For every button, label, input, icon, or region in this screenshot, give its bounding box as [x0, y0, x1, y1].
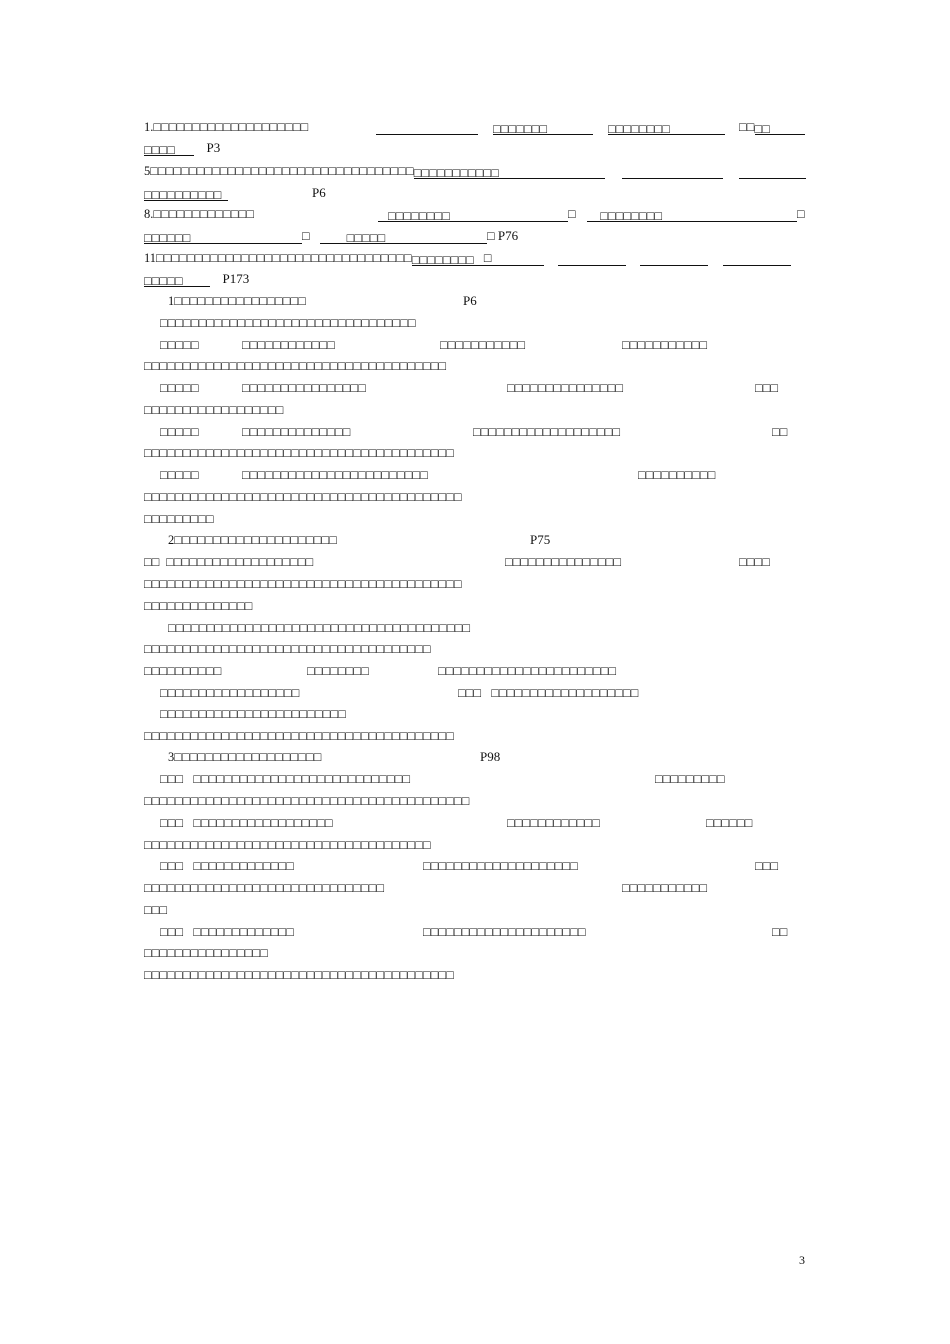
blank-11c: [640, 250, 708, 266]
text-line: □□□□□□□□□□□□□□□□□□□□□□□: [438, 664, 617, 678]
blank-1b: □□□□□□□: [493, 119, 593, 135]
text-line: □□□□□□□□□□□□□□□□□□□□□□□□□□□□□□□□□□□□□□□□□: [144, 490, 462, 504]
fill-item-8-cont: □□□□□□ □: [144, 229, 310, 245]
text-line: □□□□□□□□□□□□: [507, 816, 601, 830]
text-line: □□□□□□□□□□□□□□□□□□□□□□□□□□□□□□□□□□□□□□□□: [144, 729, 455, 743]
text-line: □□□□□□□□□□□□□□□□□□: [144, 403, 284, 417]
blank-8a: □□□□□□□□ □: [378, 207, 576, 223]
text-line: □□□□□□□□□: [655, 772, 725, 786]
text-line: □□□□□□□□□□□□□□□□□□□□□□□□□□□□□□□□□□□□□□□: [168, 621, 471, 635]
fill-item-5: 5□□□□□□□□□□□□□□□□□□□□□□□□□□□□□□□□□□□□□□□□□□□□□: [144, 163, 514, 179]
page-ref: P76: [497, 228, 519, 243]
section-1-heading: 1□□□□□□□□□□□□□□□□□: [168, 294, 307, 308]
text-line: □□□□□□□□□□□□□□□□□□□□□□□□□□□□□□□□□□□□□□□□□: [144, 577, 462, 591]
text-line: □□□□□□□□□□□□□□□□□□□□□□□□□□□□□□□□□□□□□□□□: [144, 968, 455, 982]
fill-item-8: 8.□□□□□□□□□□□□□: [144, 207, 255, 221]
text-line: □□□□□□□□□□□□□□: [242, 425, 351, 439]
fill-item-11-cont: □□□□□ P173: [144, 271, 250, 288]
text-line: □□□ □□□□□□□□□□□□□: [160, 859, 294, 873]
text-line: □□□□□□□□□□□: [440, 338, 526, 352]
text-line: □□□□□: [160, 338, 199, 352]
text-line: □□□□□□: [706, 816, 753, 830]
section-3-heading: 3□□□□□□□□□□□□□□□□□□□: [168, 750, 322, 764]
text-line: □□□: [755, 859, 779, 873]
text-line: □□□□□□□□□□□□□□□□□□□□□□□□□□□□□□□□□□□□□□□□□□: [144, 794, 470, 808]
text-line: □□□□□□□□□□□□□□□□□□□□□□□□□□□□□□□□□□□□□□□□: [144, 446, 455, 460]
section-2-heading: 2□□□□□□□□□□□□□□□□□□□□□: [168, 533, 338, 547]
text-line: □□□□□□□□□□□□□□□□: [242, 381, 367, 395]
text-line: □□□□□□□□□□□□: [242, 338, 336, 352]
text-line: □□□□□□□□□□□□□□□: [507, 381, 624, 395]
text-line: □□□□□□□□□□□□□□□□□□□□□□□□□□□□□□□□□□□□□□□: [144, 359, 447, 373]
text-line: □□□□□□□□□□□□□□□□□□□□□□□□□□□□□□□□□□□□□: [144, 642, 431, 656]
blank-11d: [723, 250, 791, 266]
text-line: □□□□□□□□□□□□□□: [144, 599, 253, 613]
fill-item-8-number: 8.: [144, 207, 154, 221]
page-ref: P6: [463, 293, 477, 308]
fill-item-1-cont: □□□□ P3: [144, 140, 221, 157]
text-line: □□□: [755, 381, 779, 395]
text-line: □□□ □□□□□□□□□□□□□□□□□□: [160, 816, 333, 830]
text-line: □□□□□□□□□□□□□□□□□□□□□□□□□□□□□□□□□□□□□: [144, 838, 431, 852]
text-line: □□□□□□□□□□□□□□□□□□: [160, 686, 300, 700]
fill-item-1: 1.□□□□□□□□□□□□□□□□□□□□: [144, 120, 309, 134]
page-ref: P75: [530, 532, 551, 547]
fill-item-11-number: 11: [144, 251, 157, 265]
blank-8b: □□□□□□□□ □: [587, 207, 805, 223]
text-line: □□□□□□□□□□□□□□□: [505, 555, 622, 569]
fill-item-1-number: 1.: [144, 120, 154, 134]
text-line: □□□□□□□□□□: [638, 468, 716, 482]
blank-8c: □□□□□ □ P76: [320, 228, 519, 245]
page-ref: P6: [312, 185, 326, 200]
page-ref: P3: [206, 140, 221, 155]
text-line: □□□ □□□□□□□□□□□□□□□□□□□: [458, 686, 639, 700]
text-line: □□□□□□□□□□□: [622, 881, 708, 895]
text-line: □□□□□□□□: [307, 664, 370, 678]
text-line: □□□□□□□□□□□□□□□□: [144, 946, 269, 960]
text-line: □□: [772, 425, 788, 439]
text-line: □□□□□: [160, 381, 199, 395]
text-line: □□□: [144, 903, 168, 917]
text-line: □□□□□□□□□□□: [622, 338, 708, 352]
text-line: □□□□□□□□□□□□□□□□□□□□□□□□□□□□□□□: [144, 881, 385, 895]
fill-item-5-number: 5: [144, 164, 151, 178]
blank-5b: [622, 163, 723, 179]
fill-item-5-cont: □□□□□□□□□□: [144, 185, 228, 201]
blank-1a: [376, 119, 478, 135]
text-line: □□□□□□□□□□: [144, 664, 222, 678]
blank-1c: □□□□□□□□: [608, 119, 725, 135]
text-line: □□□□□: [160, 468, 199, 482]
page-ref: P98: [480, 749, 501, 764]
text-line: □□: [772, 925, 788, 939]
text-line: □□□□□: [160, 425, 199, 439]
text-line: □□□□□□□□□□□□□□□□□□□□□□□□□□□□□□□□□: [160, 316, 416, 330]
text-line: □□□□□□□□□□□□□□□□□□□□□□□□: [160, 707, 347, 721]
blank-11b: [558, 250, 626, 266]
text-line: □□□□□□□□□□□□□□□□□□□□□□□□: [242, 468, 429, 482]
text-line: □□ □□□□□□□□□□□□□□□□□□□: [144, 555, 314, 569]
page-number: 3: [799, 1253, 805, 1267]
blank-1d: □□□□: [739, 119, 805, 135]
text-line: □□□□□□□□□□□□□□□□□□□□□: [423, 925, 586, 939]
text-line: □□□□□□□□□□□□□□□□□□□□: [423, 859, 579, 873]
text-line: □□□ □□□□□□□□□□□□□□□□□□□□□□□□□□□□: [160, 772, 411, 786]
text-line: □□□□: [739, 555, 771, 569]
text-line: □□□□□□□□□: [144, 512, 214, 526]
fill-item-11: 11□□□□□□□□□□□□□□□□□□□□□□□□□□□□□□□□□□□□□□□□□ □: [144, 251, 492, 267]
text-line: □□□□□□□□□□□□□□□□□□□: [473, 425, 621, 439]
blank-5c: [739, 163, 806, 179]
blank-5a: [504, 163, 605, 179]
page-ref: P173: [222, 271, 250, 286]
blank-11a: [477, 250, 544, 266]
text-line: □□□ □□□□□□□□□□□□□: [160, 925, 294, 939]
